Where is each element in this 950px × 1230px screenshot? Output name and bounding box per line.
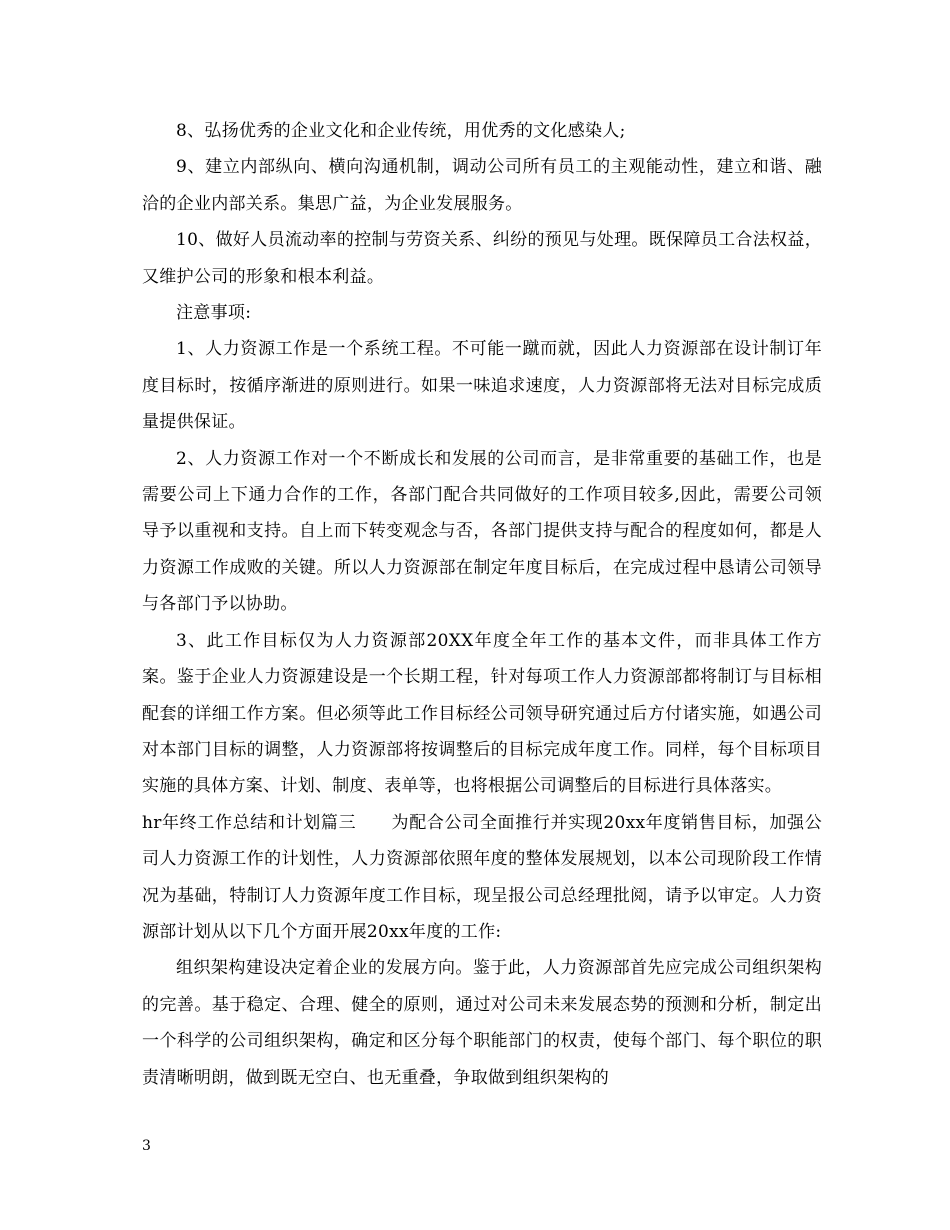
- notes-heading: 注意事项:: [176, 303, 252, 324]
- document-body: [142, 113, 822, 1096]
- org-structure-paragraph: 组织架构建设决定着企业的发展方向。鉴于此，人力资源部首先应完成公司组织架构的完善。基于稳定、合理、健全的原则，通过对公司未来发展态势的预测和分析，制定出一个科学的公司组织架构，确定和区分每个职能部门的权责，使每个部门、每个职位的职责清晰明朗，做到既无空白、也无重叠，争取做到组织架构的: [142, 958, 822, 1088]
- paragraph-item-10: 10、做好人员流动率的控制与劳资关系、纠纷的预见与处理。既保障员工合法权益，又维护公司的形象和根本利益。: [142, 230, 822, 287]
- section-three-intro: hr年终工作总结和计划篇三 为配合公司全面推行并实现20xx年度销售目标，加强公司人力资源工作的计划性，人力资源部依照年度的整体发展规划，以本公司现阶段工作情况为基础，特制订人力资源年度工作目标，现呈报公司总经理批阅，请予以审定。人力资源部计划从以下几个方面开展20xx年度的工作:: [142, 812, 822, 942]
- paragraph-item-9: 9、建立内部纵向、横向沟通机制，调动公司所有员工的主观能动性，建立和谐、融洽的企业内部关系。集思广益，为企业发展服务。: [142, 157, 822, 214]
- paragraph-item-8: 8、弘扬优秀的企业文化和企业传统，用优秀的文化感染人;: [176, 121, 626, 141]
- page-number: 3: [142, 1138, 151, 1154]
- note-item-3: 3、此工作目标仅为人力资源部20XX年度全年工作的基本文件，而非具体工作方案。鉴于企业人力资源建设是一个长期工程，针对每项工作人力资源部都将制订与目标相配套的详细工作方案。但必须等此工作目标经公司领导研究通过后方付诸实施，如遇公司对本部门目标的调整，人力资源部将按调整后的目标完成年度工作。同样，每个目标项目实施的具体方案、计划、制度、表单等，也将根据公司调整后的目标进行具体落实。: [142, 630, 822, 797]
- note-item-2: 2、人力资源工作对一个不断成长和发展的公司而言，是非常重要的基础工作，也是需要公司上下通力合作的工作，各部门配合共同做好的工作项目较多,因此，需要公司领导予以重视和支持。自上而下转变观念与否，各部门提供支持与配合的程度如何，都是人力资源工作成败的关键。所以人力资源部在制定年度目标后，在完成过程中恳请公司领导与各部门予以协助。: [142, 448, 822, 615]
- note-item-1: 1、人力资源工作是一个系统工程。不可能一蹴而就，因此人力资源部在设计制订年度目标时，按循序渐进的原则进行。如果一味追求速度，人力资源部将无法对目标完成质量提供保证。: [142, 339, 822, 433]
